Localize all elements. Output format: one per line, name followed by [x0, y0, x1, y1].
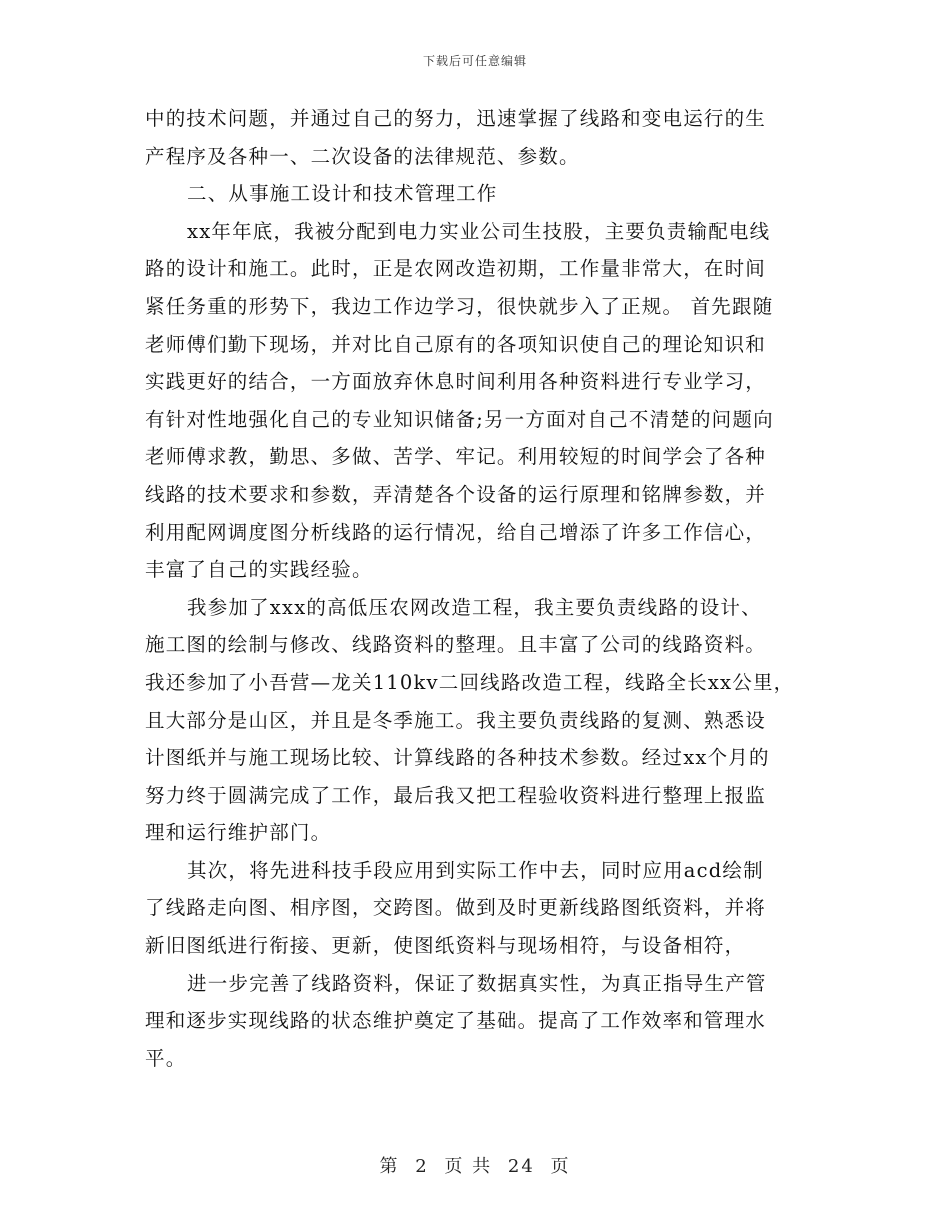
text-line: 了线路走向图、相序图，交跨图。做到及时更新线路图纸资料，并将	[145, 896, 767, 920]
text-line: 我还参加了小吾营—龙关110kv二回线路改造工程，线路全长xx公里，	[145, 670, 795, 694]
text-line: 努力终于圆满完成了工作，最后我又把工程验收资料进行整理上报监	[145, 783, 767, 807]
text-line: 施工图的绘制与修改、线路资料的整理。且丰富了公司的线路资料。	[145, 633, 767, 657]
footer-total-pages: 24	[507, 1156, 535, 1177]
text-line: 其次，将先进科技手段应用到实际工作中去，同时应用acd绘制	[187, 858, 764, 882]
text-line: 路的设计和施工。此时，正是农网改造初期，工作量非常大，在时间	[145, 257, 767, 281]
text-line: 老师傅们勤下现场，并对比自己原有的各项知识使自己的理论知识和	[145, 332, 767, 356]
document-body	[145, 100, 825, 1077]
text-line: 进一步完善了线路资料，保证了数据真实性，为真正指导生产管	[187, 971, 767, 995]
text-line: 中的技术问题，并通过自己的努力，迅速掌握了线路和变电运行的生	[145, 107, 767, 130]
text-line: 新旧图纸进行衔接、更新，使图纸资料与现场相符，与设备相符，	[145, 934, 746, 958]
text-line: 利用配网调度图分析线路的运行情况，给自己增添了许多工作信心，	[145, 520, 767, 544]
text-line: xx年年底，我被分配到电力实业公司生技股，主要负责输配电线	[187, 219, 771, 243]
text-line: 平。	[145, 1046, 187, 1070]
text-line: 丰富了自己的实践经验。	[145, 558, 373, 582]
text-line: 实践更好的结合，一方面放弃休息时间利用各种资料进行专业学习，	[145, 370, 767, 394]
footer-page-number: 2	[415, 1156, 429, 1177]
text-line: 计图纸并与施工现场比较、计算线路的各种技术参数。经过xx个月的	[145, 746, 770, 770]
header-note: 下载后可任意编辑	[422, 54, 527, 68]
text-line: 理和逐步实现线路的状态维护奠定了基础。提高了工作效率和管理水	[145, 1009, 767, 1033]
text-line: 二、从事施工设计和技术管理工作	[187, 182, 498, 206]
text-line: 线路的技术要求和参数，弄清楚各个设备的运行原理和铭牌参数，并	[145, 482, 767, 506]
text-line: 产程序及各种一、二次设备的法律规范、参数。	[145, 144, 580, 168]
text-line: 且大部分是山区，并且是冬季施工。我主要负责线路的复测、熟悉设	[145, 708, 767, 732]
text-line: 紧任务重的形势下，我边工作边学习，很快就步入了正规。 首先跟随	[145, 294, 774, 318]
text-line: 有针对性地强化自己的专业知识储备;另一方面对自己不清楚的问题向	[145, 407, 774, 431]
footer-prefix: 第	[379, 1156, 400, 1177]
footer-middle: 页 共	[444, 1156, 493, 1177]
text-line: 我参加了xxx的高低压农网改造工程，我主要负责线路的设计、	[187, 595, 762, 619]
text-line: 理和运行维护部门。	[145, 821, 332, 845]
page-footer	[0, 1152, 950, 1178]
text-line: 老师傅求教，勤思、多做、苦学、牢记。利用较短的时间学会了各种	[145, 445, 767, 469]
footer-suffix: 页	[550, 1156, 571, 1177]
